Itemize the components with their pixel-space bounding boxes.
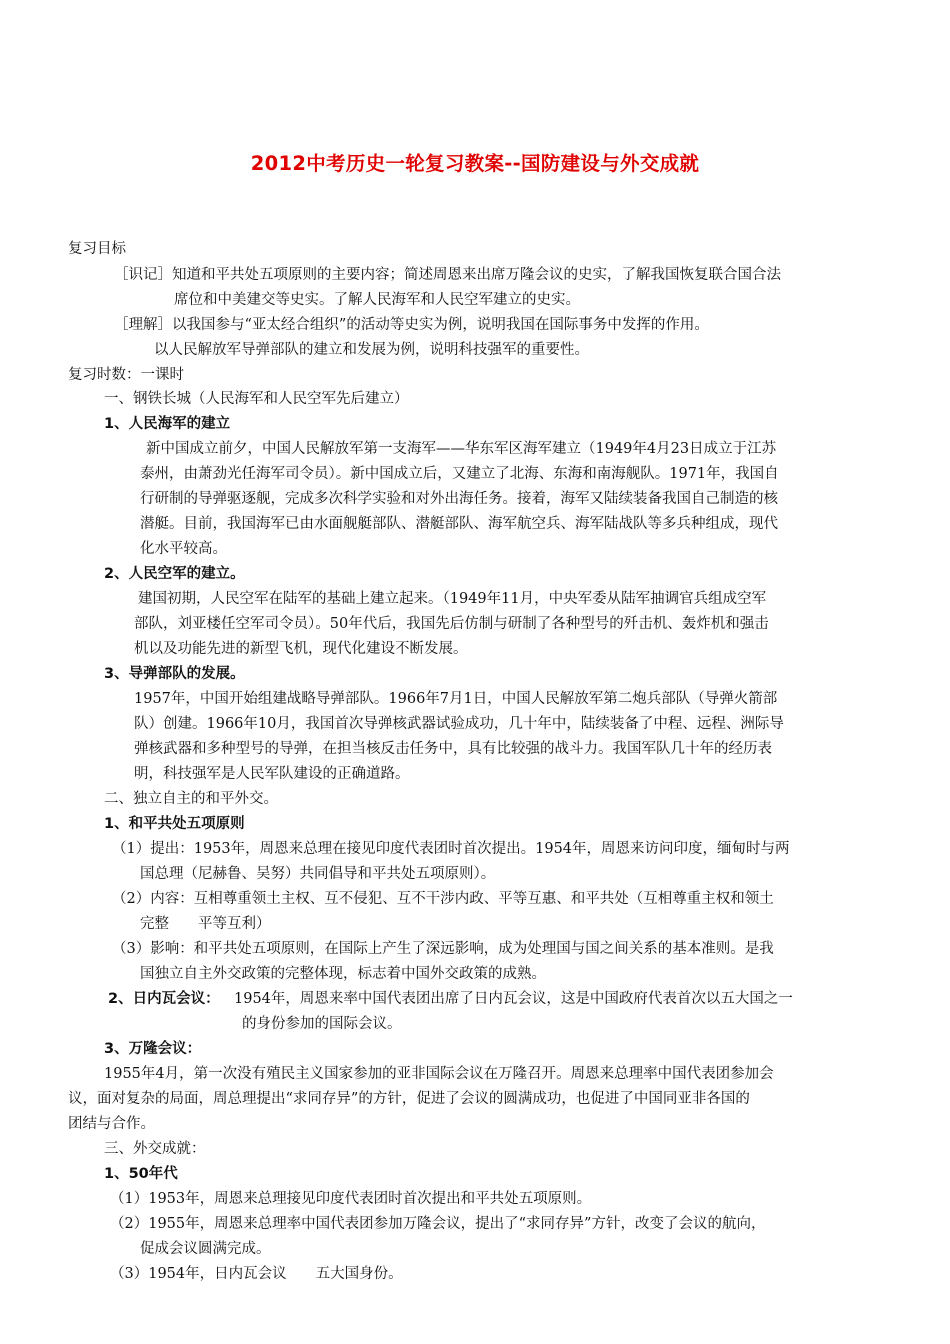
subheading-missile-forces: 3、导弹部队的发展。 <box>104 666 245 682</box>
text-line: ［理解］以我国参与“亚太经合组织”的活动等史实为例，说明我国在国际事务中发挥的作用。 <box>114 317 709 333</box>
text-line: （1）提出：1953年，周恩来总理在接见印度代表团时首次提出。1954年，周恩来访问印度，缅甸时与两 <box>112 841 790 857</box>
text-line: 国总理（尼赫鲁、吴努）共同倡导和平共处五项原则）。 <box>140 866 496 882</box>
text-line: （3）1954年，日内瓦会议 五大国身份。 <box>110 1266 403 1282</box>
text-line: 1957年，中国开始组建战略导弹部队。1966年7月1日，中国人民解放军第二炮兵部队（导弹火箭部 <box>134 691 778 707</box>
text-line: 潜艇。目前，我国海军已由水面舰艇部队、潜艇部队、海军航空兵、海军陆战队等多兵种组成，现代 <box>140 516 778 532</box>
text-line: 团结与合作。 <box>68 1116 155 1132</box>
section-heading-3: 三、外交成就： <box>104 1141 206 1157</box>
subheading-five-principles: 1、和平共处五项原则 <box>104 816 245 832</box>
subheading-geneva: 2、日内瓦会议： <box>108 991 220 1007</box>
text-line: 1954年，周恩来率中国代表团出席了日内瓦会议，这是中国政府代表首次以五大国之一 <box>234 991 793 1007</box>
text-line: 以人民解放军导弹部队的建立和发展为例，说明科技强军的重要性。 <box>154 342 589 358</box>
text-line: 的身份参加的国际会议。 <box>242 1016 402 1032</box>
subheading-1950s: 1、50年代 <box>104 1166 178 1182</box>
text-line: （3）影响：和平共处五项原则，在国际上产生了深远影响，成为处理国与国之间关系的基本准则。是我 <box>112 941 774 957</box>
text-line: （2）内容：互相尊重领土主权、互不侵犯、互不干涉内政、平等互惠、和平共处（互相尊重主权和领土 <box>112 891 774 907</box>
heading-review-goals: 复习目标 <box>68 241 126 257</box>
text-line: 泰州，由萧劲光任海军司令员）。新中国成立后，又建立了北海、东海和南海舰队。1971年，我国自 <box>140 466 779 482</box>
text-line: 弹核武器和多种型号的导弹，在担当核反击任务中，具有比较强的战斗力。我国军队几十年的经历表 <box>134 741 772 757</box>
section-heading-2: 二、独立自主的和平外交。 <box>104 791 278 807</box>
subheading-navy: 1、人民海军的建立 <box>104 416 231 432</box>
text-line: （2）1955年，周恩来总理率中国代表团参加万隆会议，提出了“求同存异”方针，改变了会议的航向， <box>110 1216 766 1232</box>
text-line: 新中国成立前夕，中国人民解放军第一支海军——华东军区海军建立（1949年4月23日成立于江苏 <box>146 441 777 457</box>
text-line: 国独立自主外交政策的完整体现，标志着中国外交政策的成熟。 <box>140 966 546 982</box>
heading-review-hours: 复习时数：一课时 <box>68 367 184 383</box>
text-line: （1）1953年，周恩来总理接见印度代表团时首次提出和平共处五项原则。 <box>110 1191 592 1207</box>
text-line: 队）创建。1966年10月，我国首次导弹核武器试验成功，几十年中，陆续装备了中程、远程、洲际导 <box>134 716 784 732</box>
text-line: 行研制的导弹驱逐舰，完成多次科学实验和对外出海任务。接着，海军又陆续装备我国自己制造的核 <box>140 491 778 507</box>
text-line: 促成会议圆满完成。 <box>140 1241 271 1257</box>
subheading-air-force: 2、人民空军的建立。 <box>104 566 245 582</box>
text-line: 部队，刘亚楼任空军司令员）。50年代后，我国先后仿制与研制了各种型号的歼击机、轰炸机和强击 <box>134 616 769 632</box>
text-line: 明，科技强军是人民军队建设的正确道路。 <box>134 766 410 782</box>
text-line: 机以及功能先进的新型飞机，现代化建设不断发展。 <box>134 641 468 657</box>
text-line: 完整 平等互利） <box>140 916 271 932</box>
text-line: 席位和中美建交等史实。了解人民海军和人民空军建立的史实。 <box>174 292 580 308</box>
section-heading-1: 一、钢铁长城（人民海军和人民空军先后建立） <box>104 391 409 407</box>
text-line: 议，面对复杂的局面，周总理提出“求同存异”的方针，促进了会议的圆满成功，也促进了中国同亚非各国的 <box>68 1091 750 1107</box>
text-line: 1955年4月，第一次没有殖民主义国家参加的亚非国际会议在万隆召开。周恩来总理率中国代表团参加会 <box>104 1066 774 1082</box>
text-line: 化水平较高。 <box>140 541 227 557</box>
document-title: 2012中考历史一轮复习教案--国防建设与外交成就 <box>250 152 700 175</box>
text-line: 建国初期，人民空军在陆军的基础上建立起来。（1949年11月，中央军委从陆军抽调官兵组成空军 <box>138 591 767 607</box>
subheading-bandung: 3、万隆会议： <box>104 1041 202 1057</box>
text-line: ［识记］知道和平共处五项原则的主要内容；简述周恩来出席万隆会议的史实，了解我国恢复联合国合法 <box>114 267 781 283</box>
